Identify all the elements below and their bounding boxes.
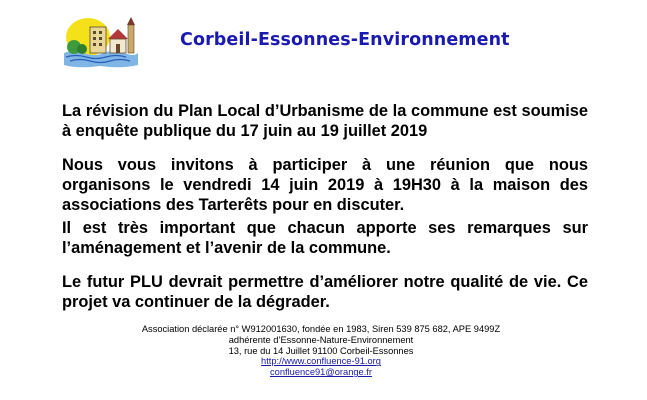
footer [90,324,552,378]
email-link[interactable]: confluence91@orange.fr [270,367,372,378]
paragraph-plu-opinion: Le futur PLU devrait permettre d’améliorer notre qualité de vie. Ce projet va continuer de la dégrader. [62,273,588,311]
paragraph-meeting-invitation: Nous vous invitons à participer à une réunion que nous organisons le vendredi 14 juin 2019 à 19H30 à la maison des associations des Tarterêts pour en discuter. [62,156,588,214]
website-link[interactable]: http://www.confluence-91.org [261,356,381,367]
organization-title: Corbeil-Essonnes-Environnement [180,30,510,50]
footer-registration: Association déclarée n° W912001630, fondée en 1983, Siren 539 875 682, APE 9499Z [141,324,501,334]
paragraph-importance: Il est très important que chacun apporte ses remarques sur l’aménagement et l’avenir de la commune. [62,219,588,257]
logo [62,13,138,69]
footer-address: 13, rue du 14 Juillet 91100 Corbeil-Essonnes [228,345,414,356]
paragraph-revision-notice: La révision du Plan Local d’Urbanisme de la commune est soumise à enquête publique du 17 juin au 19 juillet 2019 [62,102,588,140]
footer-affiliation: adhérente d’Essonne-Nature-Environnement [228,334,414,345]
